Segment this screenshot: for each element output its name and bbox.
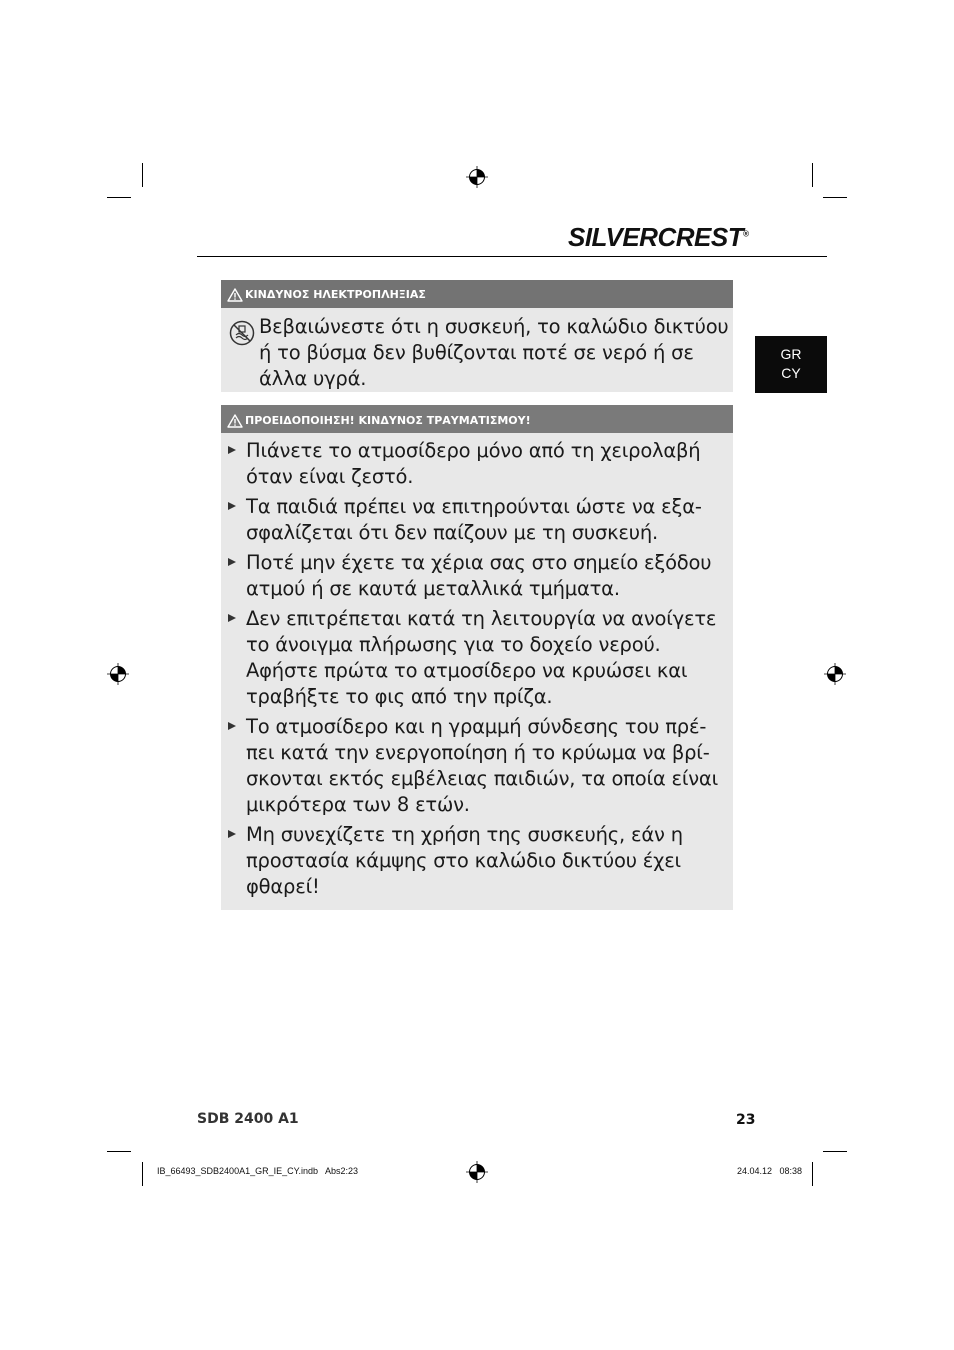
header-rule xyxy=(197,256,827,257)
list-item xyxy=(221,494,733,546)
bullet-arrow-icon xyxy=(228,502,236,510)
registration-mark-icon xyxy=(824,663,846,685)
bullet-arrow-icon xyxy=(228,614,236,622)
language-tab-cy: CY xyxy=(781,365,801,381)
registration-mark-icon xyxy=(107,663,129,685)
model-number: SDB 2400 A1 xyxy=(197,1111,299,1127)
electric-shock-warning-heading xyxy=(221,280,733,308)
injury-warning-box xyxy=(221,405,733,910)
injury-warning-heading xyxy=(221,405,733,433)
registration-mark-icon xyxy=(466,166,488,188)
bullet-arrow-icon xyxy=(228,830,236,838)
list-item xyxy=(221,550,733,602)
injury-warning-list xyxy=(221,438,733,904)
list-item-text: Δεν επιτρέπεται κατά τη λειτουργία να ανοίγετε το άνοιγμα πλήρωσης για το δοχείο νερού. Αφήστε πρώτα το ατμοσίδερο να κρυώσει και τραβήξτε το φις από την πρίζα. xyxy=(246,607,717,708)
list-item xyxy=(221,438,733,490)
list-item-text: Ποτέ μην έχετε τα χέρια σας στο σημείο εξόδου ατμού ή σε καυτά μεταλλικά τμήματα. xyxy=(246,551,712,600)
registration-mark-icon xyxy=(466,1161,488,1183)
crop-mark xyxy=(812,1162,813,1186)
electric-shock-warning-box xyxy=(221,280,733,392)
crop-mark xyxy=(142,163,143,187)
list-item xyxy=(221,714,733,818)
list-item-text: Πιάνετε το ατμοσίδερο μόνο από τη χειρολαβή όταν είναι ζεστό. xyxy=(246,439,701,488)
crop-mark xyxy=(142,1162,143,1186)
crop-mark xyxy=(107,197,131,198)
print-slug-date: 24.04.12 08:38 xyxy=(737,1166,803,1176)
warning-triangle-icon xyxy=(227,288,243,302)
brand-crest: CREST xyxy=(657,222,744,252)
print-slug-file: IB_66493_SDB2400A1_GR_IE_CY.indb Abs2:23 xyxy=(157,1166,358,1176)
list-item-text: Τα παιδιά πρέπει να επιτηρούνται ώστε να εξα-σφαλίζεται ότι δεν παίζουν με τη συσκευή. xyxy=(246,495,702,544)
list-item-text: Το ατμοσίδερο και η γραμμή σύνδεσης του πρέ-πει κατά την ενεργοποίηση ή το κρύωμα να βρί-σκονται εκτός εμβέλειας παιδιών, τα οποία είναι μικρότερα των 8 ετών. xyxy=(246,715,718,816)
bullet-arrow-icon xyxy=(228,446,236,454)
crop-mark xyxy=(823,197,847,198)
warning-triangle-icon xyxy=(227,414,243,428)
language-tab xyxy=(755,336,827,393)
bullet-arrow-icon xyxy=(228,558,236,566)
brand-silver: SILVER xyxy=(567,222,658,252)
crop-mark xyxy=(107,1151,131,1152)
crop-mark xyxy=(823,1151,847,1152)
no-immersion-icon xyxy=(229,320,255,346)
page-number: 23 xyxy=(736,1112,756,1128)
list-item xyxy=(221,822,733,900)
list-item-text: Μη συνεχίζετε τη χρήση της συσκευής, εάν η προστασία κάμψης στο καλώδιο δικτύου έχει φθαρεί! xyxy=(246,823,683,898)
injury-heading-text: ΠΡΟΕΙΔΟΠΟΙΗΣΗ! ΚΙΝΔΥΝΟΣ ΤΡΑΥΜΑΤΙΣΜΟΥ! xyxy=(245,414,531,427)
bullet-arrow-icon xyxy=(228,722,236,730)
electric-shock-heading-text: ΚΙΝΔΥΝΟΣ ΗΛΕΚΤΡΟΠΛΗΞΙΑΣ xyxy=(245,288,426,301)
brand-registered: ® xyxy=(743,229,749,239)
brand-logo xyxy=(568,222,749,253)
list-item xyxy=(221,606,733,710)
electric-shock-warning-text: Βεβαιώνεστε ότι η συσκευή, το καλώδιο δικτύου ή το βύσμα δεν βυθίζονται ποτέ σε νερό ή σε άλλα υγρά. xyxy=(259,315,729,390)
crop-mark xyxy=(812,163,813,187)
language-tab-gr: GR xyxy=(780,346,802,362)
